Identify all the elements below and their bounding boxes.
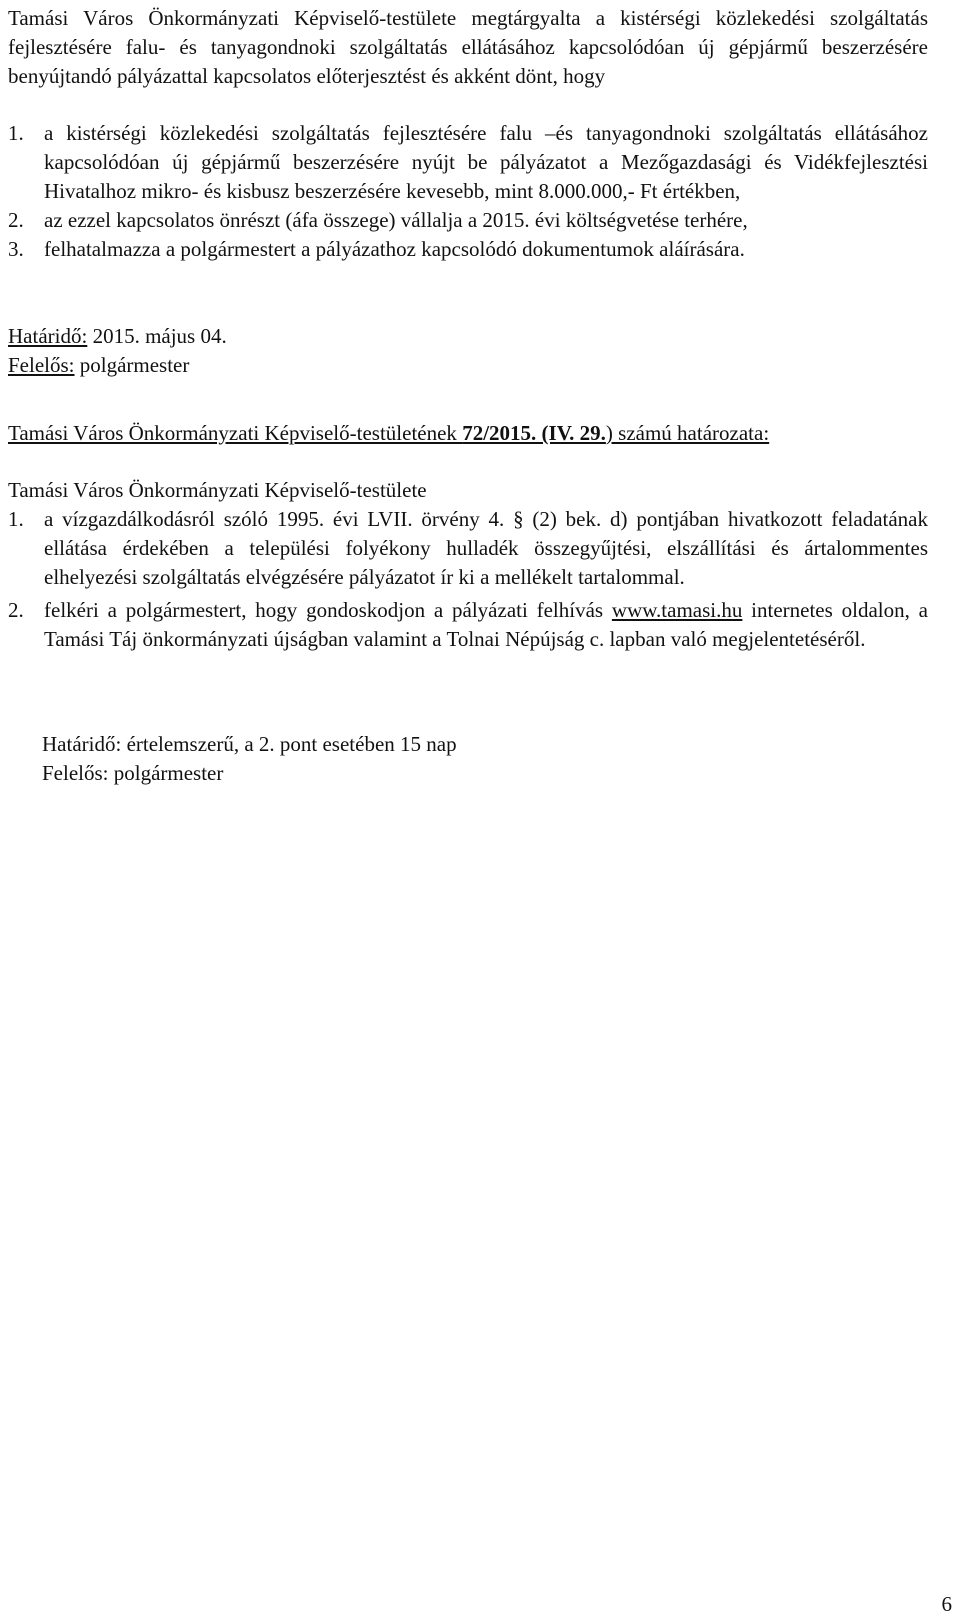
list-item: [8, 235, 928, 264]
list-item-number: 2.: [8, 208, 24, 232]
list-item: [8, 596, 928, 654]
deadline-value: 2015. május 04.: [87, 324, 227, 348]
resolution-number: 72/2015. (IV. 29.: [462, 421, 606, 445]
responsible-value: polgármester: [74, 353, 190, 377]
resolution1-list: [8, 119, 928, 264]
item2-text-before: felkéri a polgármestert, hogy gondoskodjon a pályázati felhívás: [44, 598, 612, 622]
resolution2-responsible: [42, 759, 960, 788]
deadline-value: értelemszerű, a 2. pont esetében 15 nap: [121, 732, 457, 756]
heading-suffix: ) számú határozata:: [605, 421, 770, 445]
list-item-number: 1.: [8, 121, 24, 145]
list-item-text: felhatalmazza a polgármestert a pályázathoz kapcsolódó dokumentumok aláírására.: [44, 237, 745, 261]
resolution2-list: [8, 505, 928, 654]
deadline-label: Határidő:: [8, 324, 88, 348]
heading-prefix: Tamási Város Önkormányzati Képviselő-testületének: [8, 421, 463, 445]
responsible-value: polgármester: [108, 761, 224, 785]
resolution1-intro: Tamási Város Önkormányzati Képviselő-testülete megtárgyalta a kistérségi közlekedési szolgáltatás fejlesztésére falu- és tanyagondnoki szolgáltatás ellátásához kapcsolódóan új gépjármű beszerzésére benyújtandó pályázattal kapcsolatos előterjesztést és akként dönt, hogy: [8, 6, 928, 88]
resolution1-responsible: [8, 351, 928, 380]
responsible-label: Felelős:: [42, 761, 109, 785]
list-item-number: 1.: [8, 507, 24, 531]
page-number: 6: [941, 1592, 952, 1616]
item2-text-after: internetes oldalon, a Tamási Táj önkormányzati újságban valamint a Tolnai Népújság c. lapban való megjelentetéséről.: [44, 598, 928, 651]
resolution1-deadline: [8, 322, 928, 351]
list-item: [8, 119, 928, 206]
responsible-label: Felelős:: [8, 353, 75, 377]
list-item-text: az ezzel kapcsolatos önrészt (áfa összege) vállalja a 2015. évi költségvetése terhére,: [44, 208, 748, 232]
list-item: [8, 206, 928, 235]
list-item-text: a vízgazdálkodásról szóló 1995. évi LVII. örvény 4. § (2) bek. d) pontjában hivatkozott feladatának ellátása érdekében a települési folyékony hulladék összegyűjtési, elszállítási és ártalommentes elhelyezési szolgáltatás elvégzésére pályázatot ír ki a mellékelt tartalommal.: [44, 507, 928, 589]
list-item-text: a kistérségi közlekedési szolgáltatás fejlesztésére falu –és tanyagondnoki szolgáltatás ellátásához kapcsolódóan új gépjármű beszerzésére nyújt be pályázatot a Mezőgazdasági és Vidékfejlesztési Hivatalhoz mikro- és kisbusz beszerzésére kevesebb, mint 8.000.000,- Ft értékben,: [44, 121, 928, 203]
list-item-number: 2.: [8, 598, 24, 622]
website-link[interactable]: www.tamasi.hu: [611, 598, 743, 622]
list-item: [8, 505, 928, 592]
list-item-number: 3.: [8, 237, 24, 261]
resolution2-deadline: [42, 730, 960, 759]
list-item-text: [44, 596, 928, 654]
resolution2-body-title: Tamási Város Önkormányzati Képviselő-testülete: [8, 478, 427, 502]
resolution2-heading: [8, 419, 928, 448]
deadline-label: Határidő:: [42, 732, 122, 756]
